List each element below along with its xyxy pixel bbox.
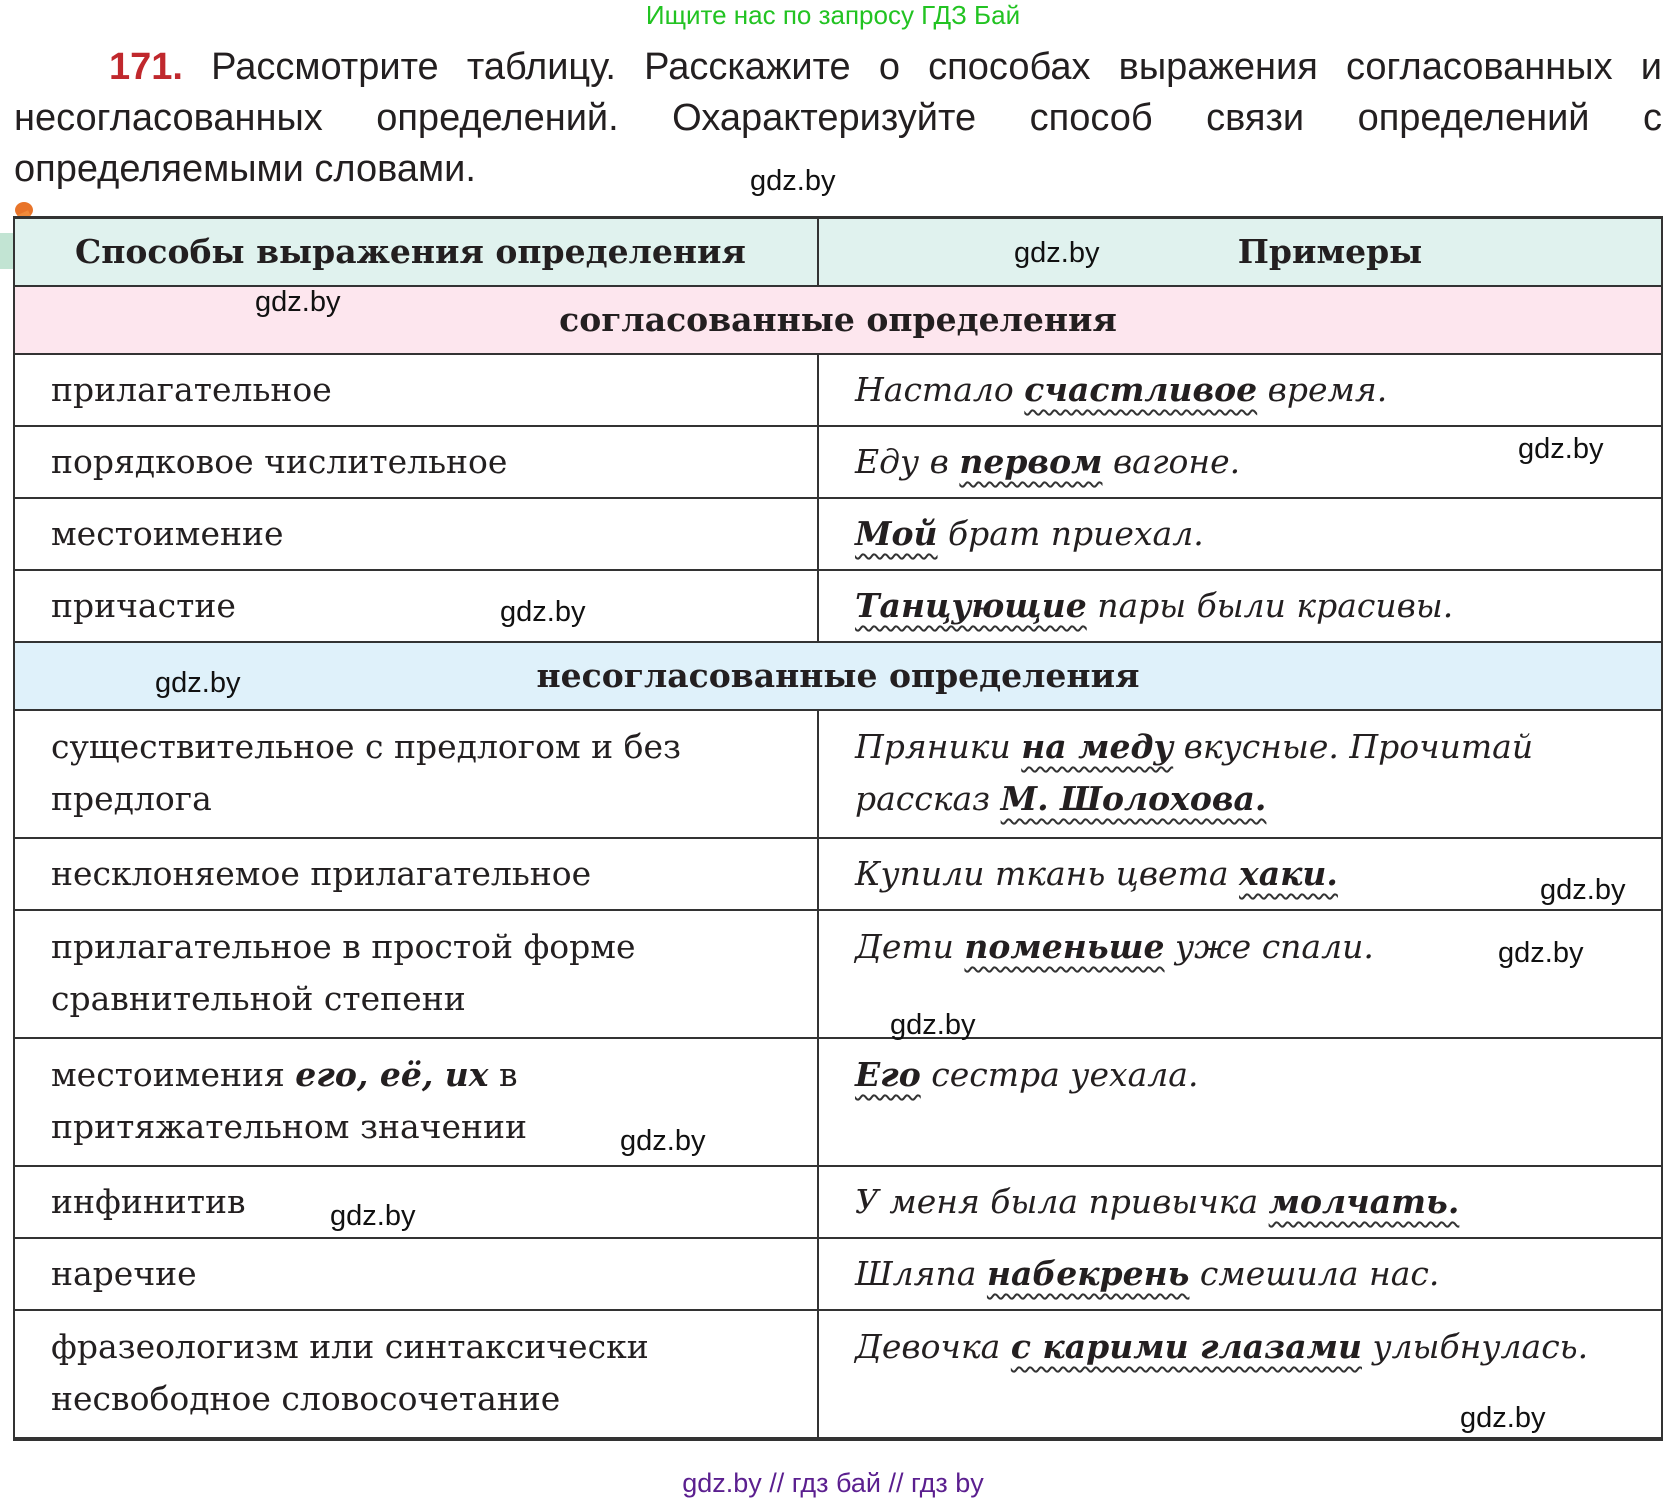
text-fragment: брат приехал.	[937, 514, 1204, 553]
underlined-definition: Танцующие	[855, 586, 1087, 625]
watermark: gdz.by	[620, 1125, 706, 1157]
section-nonagreed-label: несогласованные определения	[14, 642, 1662, 710]
underlined-definition: хаки.	[1239, 854, 1338, 893]
table-row	[14, 570, 1662, 642]
text-fragment: Девочка	[855, 1327, 1011, 1366]
definition-example	[818, 354, 1662, 426]
text-fragment: Пряники	[855, 727, 1022, 766]
text-fragment: смешила нас.	[1189, 1254, 1440, 1293]
text-fragment: У меня была привычка	[855, 1182, 1269, 1221]
watermark: gdz.by	[1518, 433, 1604, 465]
watermark: gdz.by	[1540, 874, 1626, 906]
section-agreed-label: согласованные определения	[14, 286, 1662, 354]
text-fragment: Настало	[855, 370, 1025, 409]
text-fragment: уже спали.	[1164, 927, 1374, 966]
definition-type: прилагательное в простой форме сравнительной степени	[14, 910, 818, 1038]
table-row	[14, 838, 1662, 910]
underlined-definition: первом	[959, 442, 1103, 481]
table-row	[14, 1310, 1662, 1439]
table-row	[14, 354, 1662, 426]
text-fragment: вагоне.	[1102, 442, 1241, 481]
definition-example	[818, 1038, 1662, 1166]
underlined-definition: счастливое	[1024, 370, 1258, 409]
text-fragment: местоимения	[51, 1055, 296, 1094]
definition-type: прилагательное	[14, 354, 818, 426]
section-nonagreed	[14, 642, 1662, 710]
watermark: gdz.by	[255, 286, 341, 318]
definition-example	[818, 1166, 1662, 1238]
definition-type: несклоняемое прилагательное	[14, 838, 818, 910]
text-fragment: вкусные. Прочитай рассказ	[855, 727, 1534, 818]
underlined-definition: на меду	[1021, 727, 1174, 766]
bold-text: его, её, их	[295, 1055, 489, 1094]
definition-example	[818, 710, 1662, 838]
text-fragment: в притяжательном значении	[51, 1055, 527, 1146]
definition-type: причастие	[14, 570, 818, 642]
table-row	[14, 710, 1662, 838]
table-row	[14, 498, 1662, 570]
table-row	[14, 910, 1662, 1038]
definition-type: существительное с предлогом и без предлога	[14, 710, 818, 838]
definitions-table	[13, 216, 1663, 1441]
watermark: gdz.by	[1014, 237, 1100, 269]
watermark: gdz.by	[750, 165, 836, 197]
text-fragment: сестра уехала.	[920, 1055, 1199, 1094]
header-examples: Примеры	[818, 218, 1662, 287]
text-fragment: Шляпа	[855, 1254, 987, 1293]
definition-example	[818, 498, 1662, 570]
underlined-definition: Его	[855, 1055, 921, 1094]
underlined-definition: поменьше	[964, 927, 1165, 966]
table-header-row	[14, 218, 1662, 287]
underlined-definition: М. Шолохова.	[1000, 779, 1267, 818]
definition-type: наречие	[14, 1238, 818, 1310]
definition-example	[818, 838, 1662, 910]
definition-example	[818, 1238, 1662, 1310]
footer-links: gdz.by // гдз бай // гдз by	[682, 1468, 984, 1498]
table-row	[14, 426, 1662, 498]
task-body: Рассмотрите таблицу. Расскажите о способах выражения согласованных и несогласованных определений. Охарактеризуйте способ связи определений с определяемыми словами.	[14, 46, 1662, 190]
definition-type: фразеологизм или синтаксически несвободное словосочетание	[14, 1310, 818, 1439]
watermark: gdz.by	[330, 1200, 416, 1232]
underlined-definition: набекрень	[986, 1254, 1190, 1293]
table-row	[14, 1238, 1662, 1310]
definition-type: инфинитив	[14, 1166, 818, 1238]
definition-type: порядковое числительное	[14, 426, 818, 498]
text-fragment: время.	[1257, 370, 1388, 409]
text-fragment: пары были красивы.	[1086, 586, 1454, 625]
table-row	[14, 1038, 1662, 1166]
underlined-definition: Мой	[855, 514, 938, 553]
search-banner: Ищите нас по запросу ГДЗ Бай	[645, 0, 1021, 30]
text-fragment: Дети	[855, 927, 965, 966]
underlined-definition: молчать.	[1268, 1182, 1460, 1221]
text-fragment: Купили ткань цвета	[855, 854, 1240, 893]
definition-type: местоимение	[14, 498, 818, 570]
task-text	[14, 42, 1662, 195]
task-number: 171.	[109, 46, 183, 88]
header-methods: Способы выражения определения	[14, 218, 818, 287]
watermark: gdz.by	[500, 596, 586, 628]
underlined-definition: с карими глазами	[1010, 1327, 1362, 1366]
watermark: gdz.by	[155, 667, 241, 699]
watermark: gdz.by	[890, 1009, 976, 1041]
definition-example	[818, 570, 1662, 642]
watermark: gdz.by	[1460, 1402, 1546, 1434]
text-fragment: улыбнулась.	[1361, 1327, 1589, 1366]
table-row	[14, 1166, 1662, 1238]
text-fragment: Еду в	[855, 442, 960, 481]
watermark: gdz.by	[1498, 937, 1584, 969]
